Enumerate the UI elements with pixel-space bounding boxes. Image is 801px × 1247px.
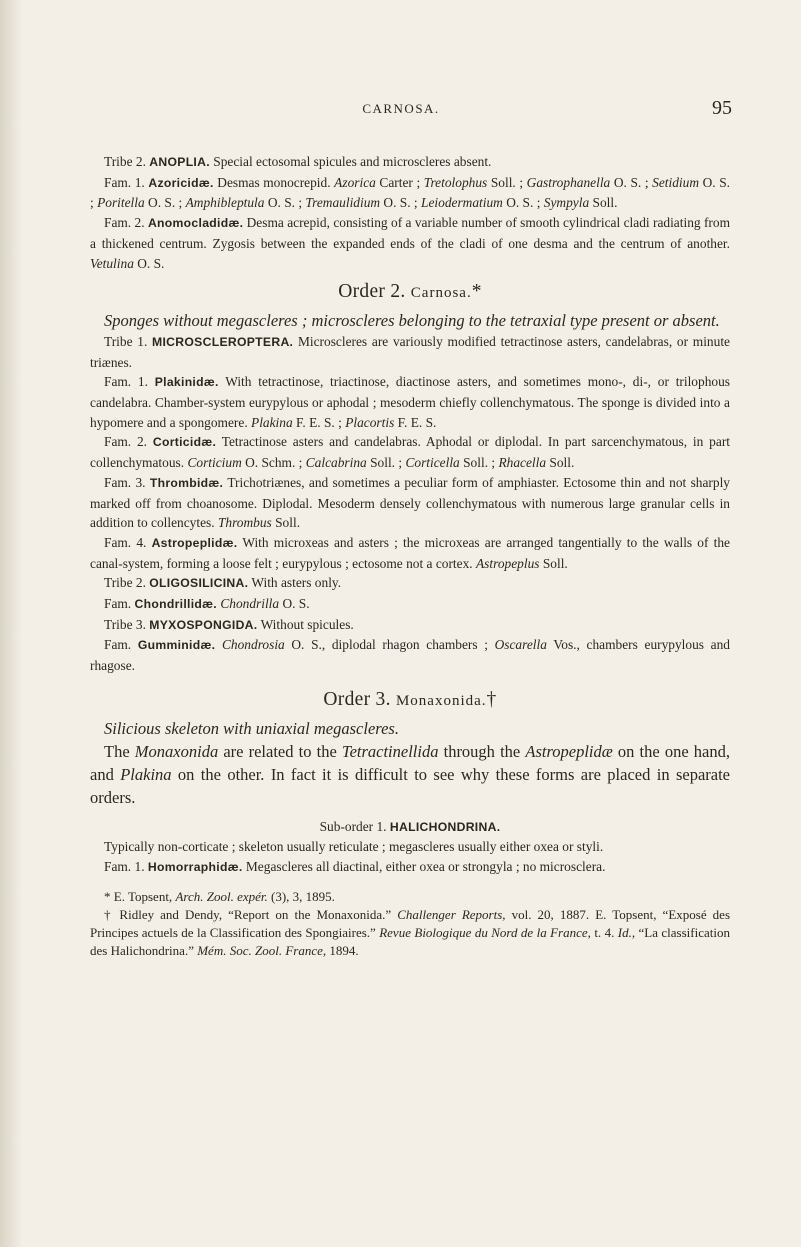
footnote-mark: † [486,688,497,710]
family-name: Gumminidæ. [137,638,216,653]
paragraph-text: O. S. ; [144,195,186,211]
order-2-heading [90,282,730,304]
paragraph-text: Soll. [546,455,575,471]
genus-name: Tremaulidium [305,195,381,211]
genus-name: Azorica [334,174,376,190]
fam-chondrillidae-paragraph [90,594,730,615]
family-number: Fam. 1. [104,858,145,874]
running-title: CARNOSA. [362,101,440,116]
paragraph-text: Soll. [271,515,301,531]
fam-plakinidae-paragraph [90,372,730,432]
taxon-name: Plakina [120,764,172,784]
genus-name: Poritella [97,195,145,211]
family-number: Fam. 4. [104,534,147,550]
paragraph-text: O. S. [133,255,165,271]
tribe-microscleroptera-paragraph [90,332,730,372]
fam-gumminidae-paragraph [90,635,730,675]
footnote-text: (3), 3, 1895. [267,888,335,904]
genus-name: Corticella [405,455,460,471]
tribe-number: Tribe 1. [104,333,148,349]
order-label: Order 3. [323,688,396,710]
genus-name: Placortis [345,414,395,430]
paragraph-text: Soll. ; [459,455,499,471]
footnotes [90,888,730,960]
paragraph-text: F. E. S. [394,414,437,430]
genus-name: Chondrilla [220,596,280,612]
genus-name: Plakina [251,414,293,430]
family-name: Corticidæ. [152,435,217,450]
paragraph-text: With tetractinose, triactinose, diactinose asters, and sometimes mono-, di-, or trilophous candelabra. Chamber-system eurypylous or aphodal ; mesoderm chiefly collenchymatous. The sponge is divided into a hypomere and a spongomere. [90,374,730,430]
genus-name: Thrombus [217,515,272,531]
genus-name: Setidium [652,174,699,190]
page-body [90,152,730,960]
paragraph-text: The [104,741,135,761]
paragraph-text: With microxeas and asters ; the microxeas are arranged tangentially to the walls of the canal-system, forming a loose felt ; eurypylous ; ectosome not a cortex. [90,534,730,571]
taxon-name: Monaxonida [134,741,219,761]
paragraph-text: Soll. [589,195,618,211]
fam-corticidae-paragraph [90,432,730,472]
tribe-name: MYXOSPONGIDA. [149,617,258,632]
running-head [90,97,730,121]
paragraph-text: O. S. ; [502,195,544,211]
taxon-name: Tetractinellida [341,741,439,761]
paragraph-text: Megascleres all diactinal, either oxea or strongyla ; no microsclera. [242,858,606,874]
genus-name: Rhacella [498,455,547,471]
paragraph-text: O. Schm. ; [241,455,306,471]
genus-name: Corticium [187,455,242,471]
tribe-name: OLIGOSILICINA. [149,576,249,591]
paragraph-text: With asters only. [248,575,342,591]
paragraph-text: Without spicules. [257,616,354,632]
paragraph-text: Desma acrepid, consisting of a variable number of smooth cylindrical cladi radiating from a thickened centrum. Zygosis between the expanded ends of the cladi of one desma and the centrum of another. [90,215,730,251]
suborder-definition: Typically non-corticate ; skeleton usually reticulate ; megascleres usually either oxea or styli. [104,839,604,855]
genus-name: Tretolophus [423,174,488,190]
genus-name: Gastrophanella [526,174,611,190]
family-number: Fam. [104,596,132,612]
paragraph-text: O. S. ; [90,174,730,211]
paragraph-text: on the other. In fact it is difficult to see why these forms are placed in separate orders. [90,764,730,807]
suborder-name: HALICHONDRINA. [389,819,501,834]
genus-name: Calcabrina [305,455,367,471]
paragraph-text: Soll. ; [366,455,406,471]
order-3-definition: Silicious skeleton with uniaxial megascleres. [104,718,399,738]
order-3-heading [90,690,730,712]
fam-azoricidae-paragraph [90,173,730,213]
family-name: Azoricidæ. [148,175,214,190]
order-2-definition: Sponges without megascleres ; microscleres belonging to the tetraxial type present or absent. [104,310,720,330]
genus-name: Leiodermatium [421,195,503,211]
paragraph-text: Soll. ; [487,174,527,190]
paragraph-text: Trichotriænes, and sometimes a peculiar form of amphiaster. Ectosome thin and not sharply marked off from choanosome. Diplodal. Mesoderm densely collenchymatous with numerous large granular cells in addition to collencytes. [90,474,730,531]
family-name: Plakinidæ. [154,375,219,390]
family-number: Fam. 1. [104,374,148,390]
paragraph-text: O. S. [279,596,310,612]
footnote-mark: * [104,888,114,904]
footnote-text: t. 4. [590,924,618,940]
genus-name: Amphibleptula [185,195,265,211]
footnote-text: 1894. [326,942,359,958]
genus-name: Oscarella [494,637,547,653]
footnote-text: vol. 20, 1887. E. Topsent, “Exposé des Principes actuels de la Classification des Spongiaires.” [90,906,731,940]
family-name: Astropeplidæ. [151,535,238,550]
family-number: Fam. 3. [104,474,146,490]
paragraph-text: Soll. [539,555,568,571]
footnote-text: Ridley and Dendy, “Report on the Monaxonida.” [119,906,398,922]
family-name: Homorraphidæ. [147,859,243,874]
journal-title: Arch. Zool. expér. [175,888,268,904]
paragraph-text: Tetractinose asters and candelabras. Aphodal or diplodal. In part sarcenchymatous, in part collenchymatous. [90,434,731,471]
suborder-label: Sub-order 1. [319,818,390,834]
paragraph-text: are related to the [218,741,342,761]
fam-astropeplidae-paragraph [90,533,730,573]
paragraph-text: Carter ; [375,174,424,190]
order-3-lead-paragraph [90,740,730,809]
genus-name: Chondrosia [221,637,285,653]
tribe-myxospongida-paragraph [90,615,730,636]
suborder-heading [90,817,730,838]
paragraph-text: Desmas monocrepid. [213,174,335,190]
genus-name: Vetulina [90,255,134,271]
footnote-text: “La classification des Halichondrina.” [90,924,730,958]
footnote-2 [90,906,730,960]
tribe-number: Tribe 2. [104,154,146,169]
paragraph-text: through the [438,741,526,761]
paragraph-text: O. S. ; [380,195,422,211]
genus-name: Sympyla [543,195,590,211]
taxon-name: Astropeplidæ [525,741,613,761]
paragraph-text: Special ectosomal spicules and microscleres absent. [209,154,492,169]
paragraph-text: O. S. ; [264,195,306,211]
tribe-anoplia-paragraph [90,152,730,173]
genus-name: Astropeplus [476,555,540,571]
journal-title: Revue Biologique du Nord de la France, [379,924,591,940]
tribe-name: ANOPLIA. [149,155,210,169]
family-number: Fam. 2. [104,215,145,231]
order-name: Monaxonida. [395,692,487,709]
footnote-1 [90,888,730,906]
tribe-number: Tribe 3. [104,616,146,632]
family-number: Fam. 1. [104,174,145,190]
family-number: Fam. 2. [104,434,148,450]
ibid-reference: Id., [617,924,636,940]
paragraph-text: Vos., chambers eurypylous and rhagose. [90,637,730,674]
family-number: Fam. [104,637,132,653]
paragraph-text: O. S., diplodal rhagon chambers ; [284,637,495,653]
footnote-text: E. Topsent, [113,888,176,904]
tribe-number: Tribe 2. [104,575,146,591]
paragraph-text: on the one hand, and [90,741,730,784]
journal-title: Mém. Soc. Zool. France, [197,942,327,958]
tribe-name: MICROSCLEROPTERA. [152,334,294,349]
page-number: 95 [712,97,732,119]
footnote-mark: * [471,281,482,303]
order-label: Order 2. [338,281,411,303]
tribe-oligosilicina-paragraph [90,573,730,594]
paragraph-text: F. E. S. ; [292,414,346,430]
fam-thrombidae-paragraph [90,473,730,533]
page-edge-shadow [0,0,22,1247]
footnote-mark: † [104,906,120,922]
family-name: Anomocladidæ. [147,216,244,231]
paragraph-text: O. S. ; [610,174,653,190]
family-name: Chondrillidæ. [134,597,217,612]
journal-title: Challenger Reports, [397,906,506,922]
fam-homorraphidae-paragraph [90,857,730,878]
family-name: Thrombidæ. [149,475,224,490]
order-name: Carnosa. [410,285,472,302]
fam-anomocladidae-paragraph [90,213,730,273]
paragraph-text: Microscleres are variously modified tetractinose asters, candelabras, or minute triænes. [90,333,730,370]
